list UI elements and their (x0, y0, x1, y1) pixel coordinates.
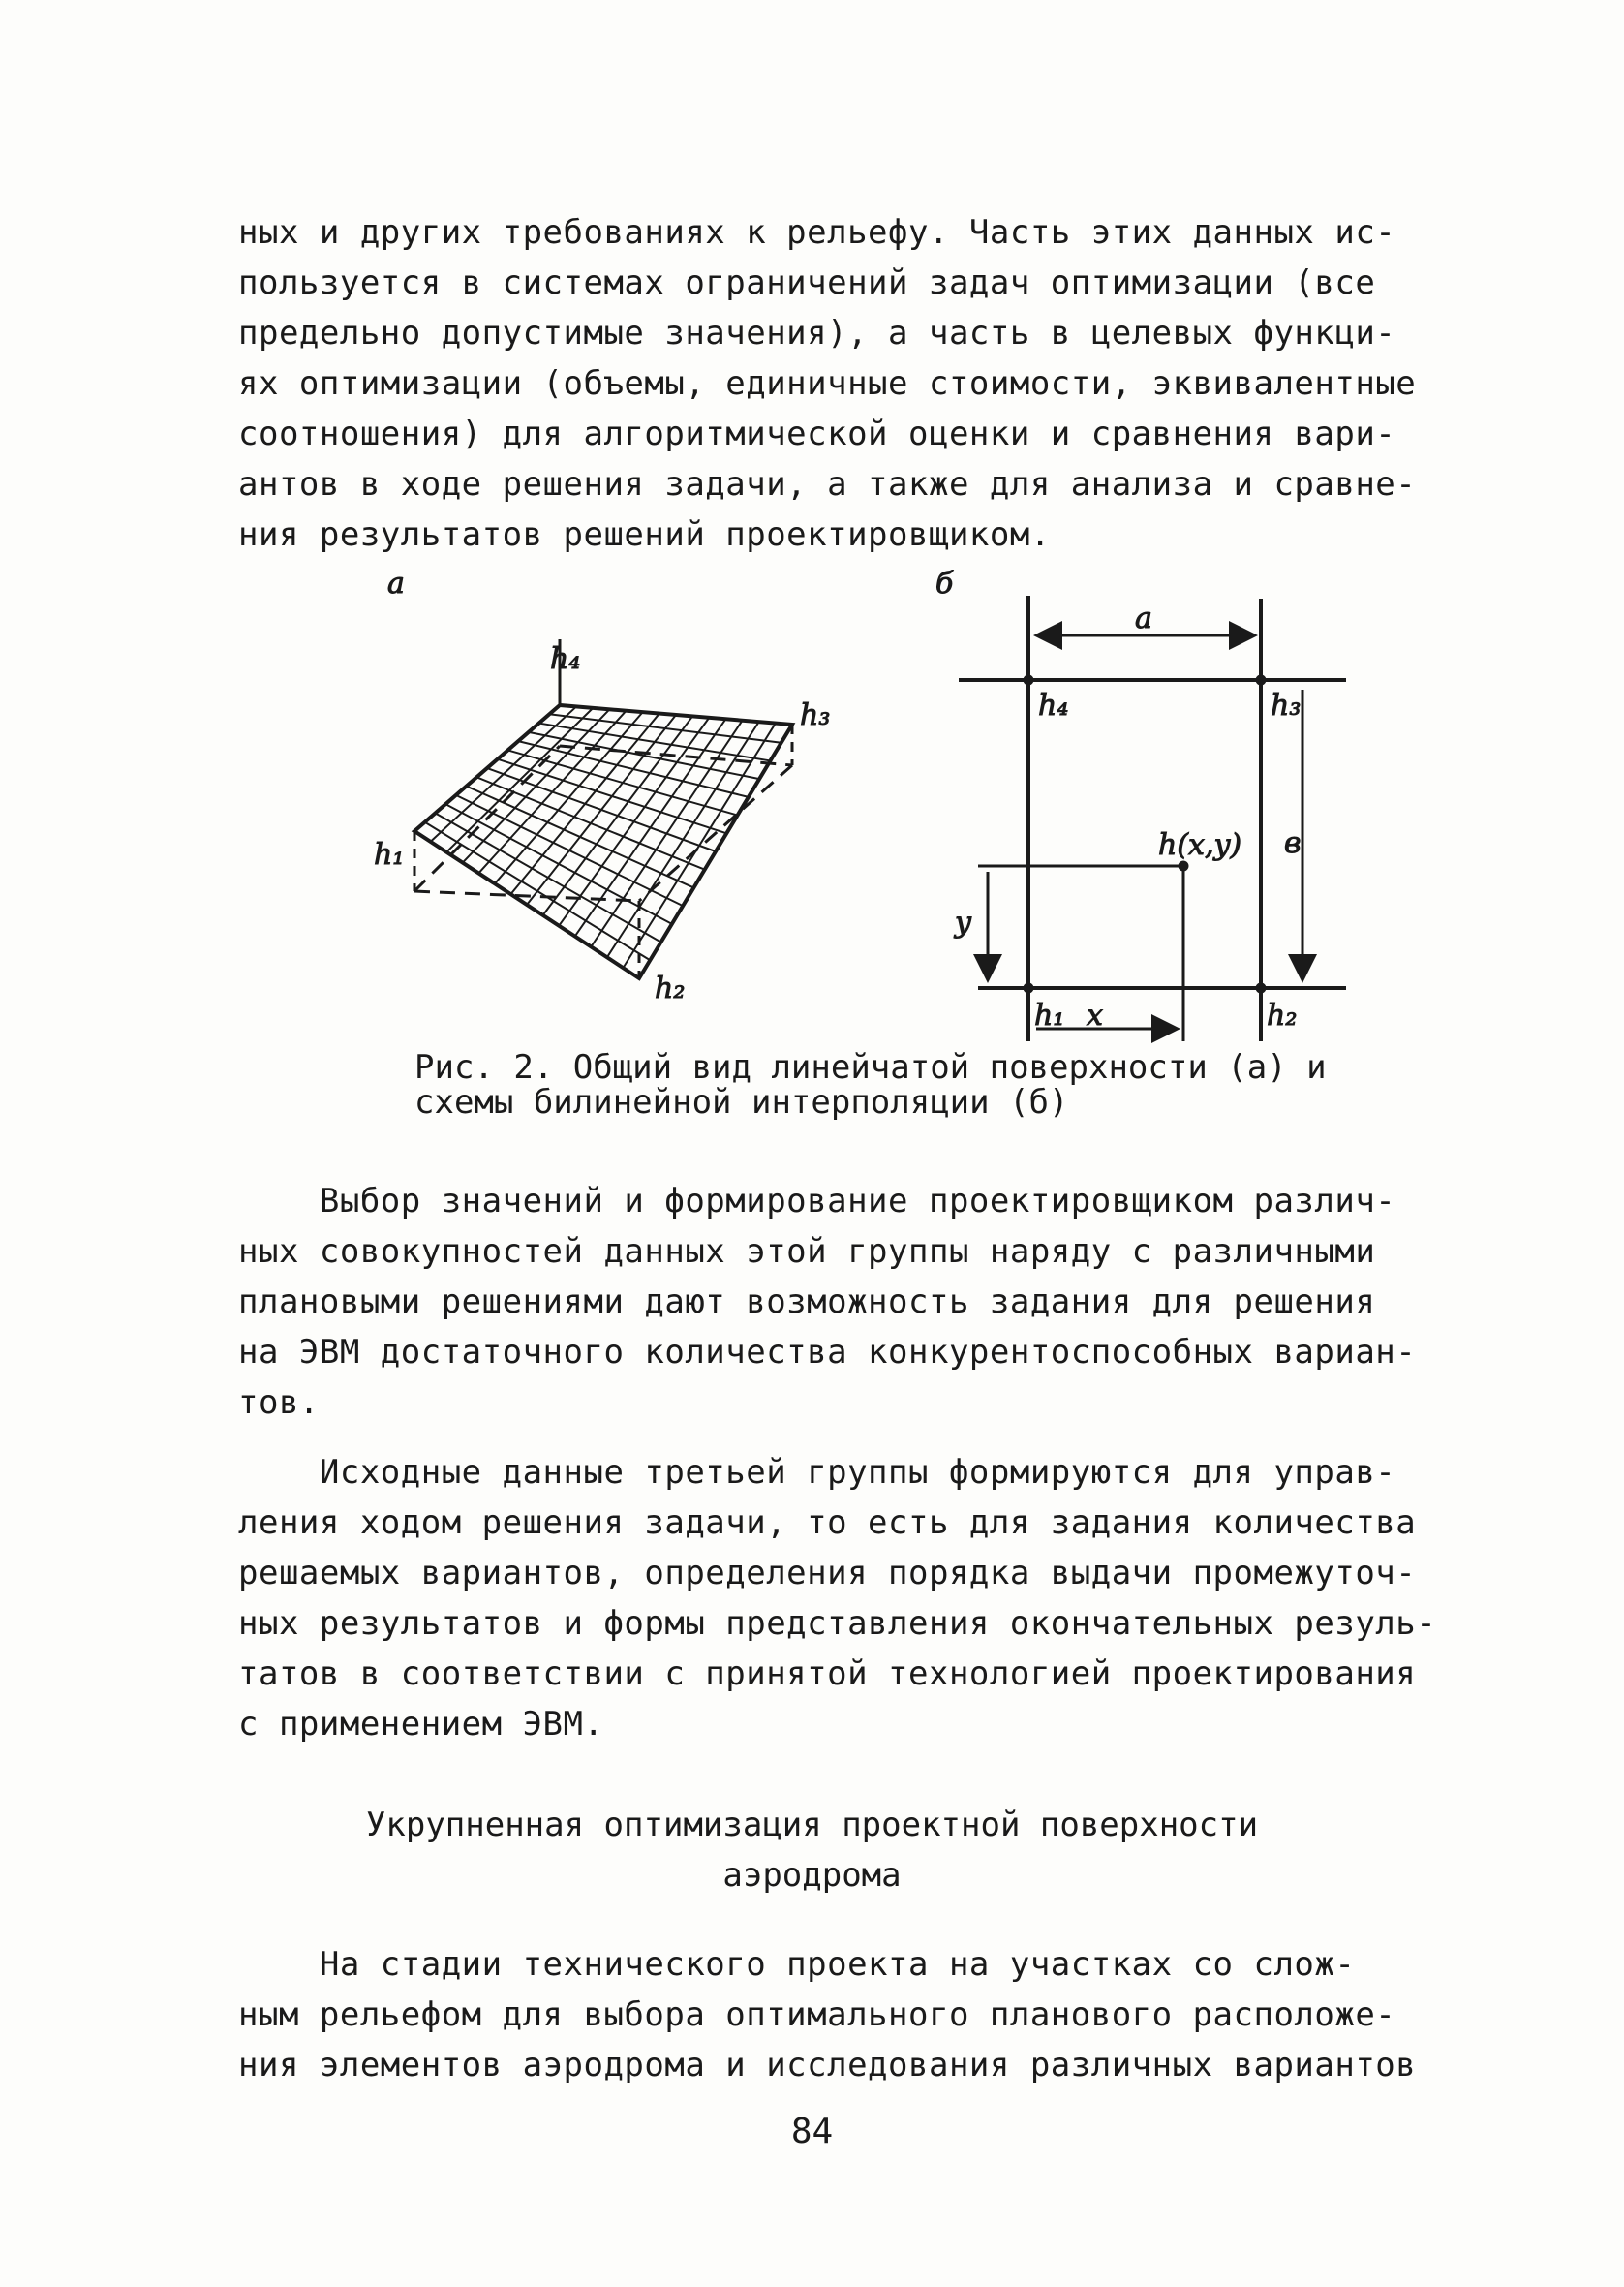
text-line: ных и других требованиях к рельефу. Часть этих данных ис- (238, 213, 1396, 252)
heading-line-2: аэродрома (722, 1856, 902, 1895)
bilinear-scheme-figure (935, 567, 1346, 1041)
label-y: у (955, 906, 972, 940)
surface-outline (414, 705, 792, 978)
point-hxy (1179, 861, 1188, 871)
label-h1-right: h₁ (1034, 999, 1065, 1033)
label-h2-right: h₂ (1267, 999, 1298, 1033)
corner-h2 (1256, 983, 1266, 993)
ruled-surface-figure (374, 567, 830, 1005)
paragraph-2 (238, 1176, 1416, 1428)
text-line: Исходные данные третьей группы формируются для управ- (238, 1453, 1396, 1492)
text-line: На стадии технического проекта на участках со слож- (238, 1945, 1356, 1984)
text-line: соотношения) для алгоритмической оценки и сравнения вари- (238, 415, 1396, 453)
label-h4-right: h₄ (1038, 689, 1069, 723)
corner-h3 (1256, 675, 1266, 685)
text-line: пользуется в системах ограничений задач оптимизации (все (238, 263, 1376, 302)
heading-line-1: Укрупненная оптимизация проектной поверхности (365, 1806, 1259, 1844)
text-line: предельно допустимые значения), а часть в целевых функци- (238, 314, 1396, 353)
text-line: татов в соответствии с принятой технологией проектирования (238, 1654, 1417, 1693)
label-h2: h₂ (655, 972, 686, 1005)
section-heading (0, 1800, 1624, 1901)
grid-line (575, 719, 726, 936)
figure-label-a: а (387, 567, 405, 601)
caption-line-1: Рис. 2. Общий вид линейчатой поверхности (а) и (414, 1048, 1327, 1087)
label-b: в (1284, 826, 1302, 860)
paragraph-3 (238, 1447, 1436, 1749)
label-h3-right: h₃ (1271, 689, 1302, 723)
figure-label-b: б (935, 567, 954, 601)
text-line: Выбор значений и формирование проектировщиком различ- (238, 1182, 1396, 1221)
text-line: ния результатов решений проектировщиком. (238, 515, 1051, 554)
text-line: плановыми решениями дают возможность задания для решения (238, 1283, 1376, 1321)
corner-h1 (1024, 983, 1033, 993)
text-line: на ЭВМ достаточного количества конкурентоспособных вариан- (238, 1333, 1417, 1372)
text-line: с применением ЭВМ. (238, 1705, 604, 1744)
text-line: антов в ходе решения задачи, а также для анализа и сравне- (238, 465, 1417, 504)
surface-grid (425, 706, 781, 968)
text-line: ных совокупностей данных этой группы наряду с различными (238, 1232, 1376, 1271)
caption-line-2: схемы билинейной интерполяции (б) (414, 1083, 1069, 1122)
page-number: 84 (790, 2112, 834, 2151)
label-a: а (1135, 602, 1152, 635)
label-hxy: h(x,y) (1158, 828, 1242, 862)
text-line: ным рельефом для выбора оптимального планового расположе- (238, 1995, 1396, 2034)
corner-h4 (1024, 675, 1033, 685)
label-h4: h₄ (550, 642, 581, 676)
text-line: тов. (238, 1383, 320, 1422)
base-edge-right (639, 765, 792, 901)
label-h1: h₁ (374, 838, 405, 872)
text-line: решаемых вариантов, определения порядка выдачи промежуточ- (238, 1554, 1417, 1592)
text-line: ях оптимизации (объемы, единичные стоимости, эквивалентные (238, 364, 1417, 403)
grid-line (559, 718, 709, 926)
text-line: ния элементов аэродрома и исследования различных вариантов (238, 2046, 1417, 2085)
text-line: ления ходом решения задачи, то есть для задания количества (238, 1503, 1417, 1542)
label-x: х (1087, 999, 1103, 1033)
label-h3: h₃ (800, 698, 831, 732)
text-line: ных результатов и формы представления окончательных резуль- (238, 1604, 1437, 1643)
grid-line (425, 822, 651, 961)
paragraph-4 (238, 1939, 1416, 2090)
figure-caption (414, 1050, 1327, 1120)
